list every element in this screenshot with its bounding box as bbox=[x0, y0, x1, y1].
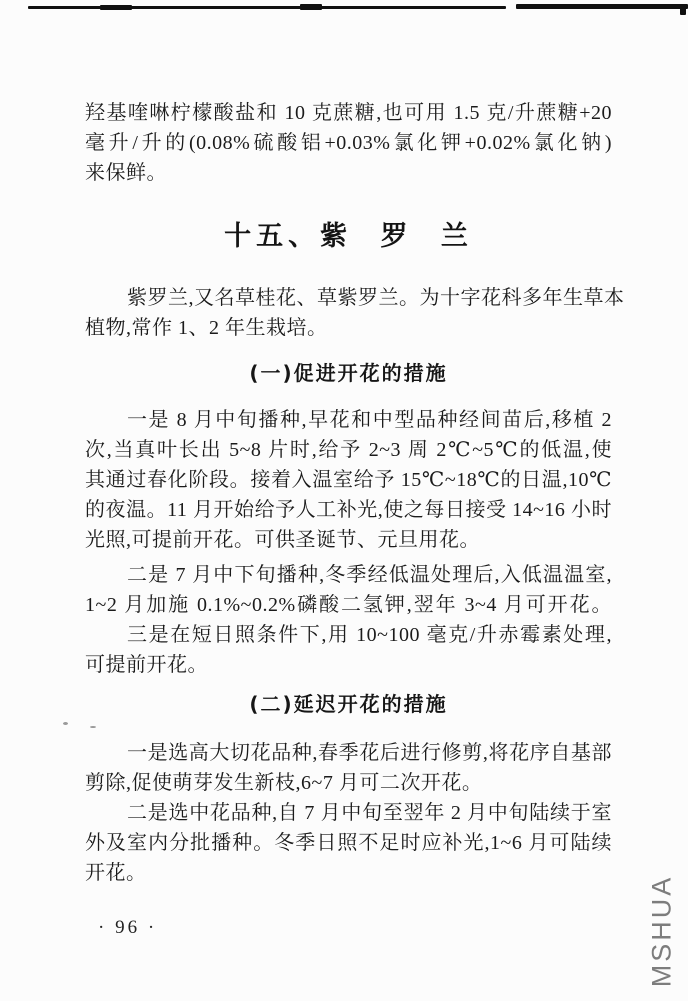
text-line: 一是选高大切花品种,春季花后进行修剪,将花序自基部 bbox=[127, 742, 612, 764]
paragraph-preservative bbox=[85, 98, 612, 188]
watermark-mshua: MSHUA bbox=[646, 874, 677, 988]
scan-edge-artifact bbox=[300, 4, 322, 10]
scan-edge-artifact bbox=[100, 5, 132, 10]
text-line: 光照,可提前开花。可供圣诞节、元旦用花。 bbox=[85, 529, 480, 551]
scan-speck bbox=[63, 722, 68, 725]
text-line: 紫罗兰,又名草桂花、草紫罗兰。为十字花科多年生草本 bbox=[127, 287, 625, 309]
text-line: 的夜温。11 月开始给予人工补光,使之每日接受 14~16 小时 bbox=[85, 499, 612, 521]
chapter-title: 十五、紫 罗 兰 bbox=[224, 221, 473, 252]
page-number: · 96 · bbox=[98, 917, 158, 938]
scan-edge-artifact bbox=[516, 4, 688, 9]
text-line: 剪除,促使萌芽发生新枝,6~7 月可二次开花。 bbox=[85, 772, 483, 794]
paragraph-delay-2 bbox=[85, 798, 612, 888]
text-column bbox=[85, 98, 625, 888]
text-line: 一是 8 月中旬播种,早花和中型品种经间苗后,移植 2 bbox=[127, 409, 612, 431]
paragraph-promote-3 bbox=[85, 620, 612, 680]
text-line: 毫升/升的(0.08%硫酸铝+0.03%氯化钾+0.02%氯化钠) bbox=[85, 132, 612, 154]
text-line: 三是在短日照条件下,用 10~100 毫克/升赤霉素处理, bbox=[127, 624, 612, 646]
paragraph-delay-1 bbox=[85, 738, 612, 798]
text-line: 次,当真叶长出 5~8 片时,给予 2~3 周 2℃~5℃的低温,使 bbox=[85, 439, 612, 461]
paragraph-intro bbox=[85, 283, 625, 343]
text-line: 其通过春化阶段。接着入温室给予 15℃~18℃的日温,10℃ bbox=[85, 469, 612, 491]
text-line: 1~2 月加施 0.1%~0.2%磷酸二氢钾,翌年 3~4 月可开花。 bbox=[85, 594, 612, 616]
text-line: 开花。 bbox=[85, 862, 147, 884]
text-line: 羟基喹啉柠檬酸盐和 10 克蔗糖,也可用 1.5 克/升蔗糖+20 bbox=[85, 102, 612, 124]
section-heading-promote-flowering: (一)促进开花的措施 bbox=[249, 361, 448, 385]
text-line: 可提前开花。 bbox=[85, 654, 208, 676]
text-line: 二是选中花品种,自 7 月中旬至翌年 2 月中旬陆续于室 bbox=[127, 802, 612, 824]
paragraph-promote-1 bbox=[85, 405, 612, 555]
paragraph-promote-2 bbox=[85, 560, 612, 620]
text-line: 来保鲜。 bbox=[85, 162, 167, 184]
text-line: 二是 7 月中下旬播种,冬季经低温处理后,入低温温室, bbox=[127, 564, 612, 586]
section-heading-delay-flowering: (二)延迟开花的措施 bbox=[249, 692, 448, 716]
scan-edge-artifact bbox=[680, 8, 686, 15]
text-line: 外及室内分批播种。冬季日照不足时应补光,1~6 月可陆续 bbox=[85, 832, 612, 854]
text-line: 植物,常作 1、2 年生栽培。 bbox=[85, 317, 328, 339]
